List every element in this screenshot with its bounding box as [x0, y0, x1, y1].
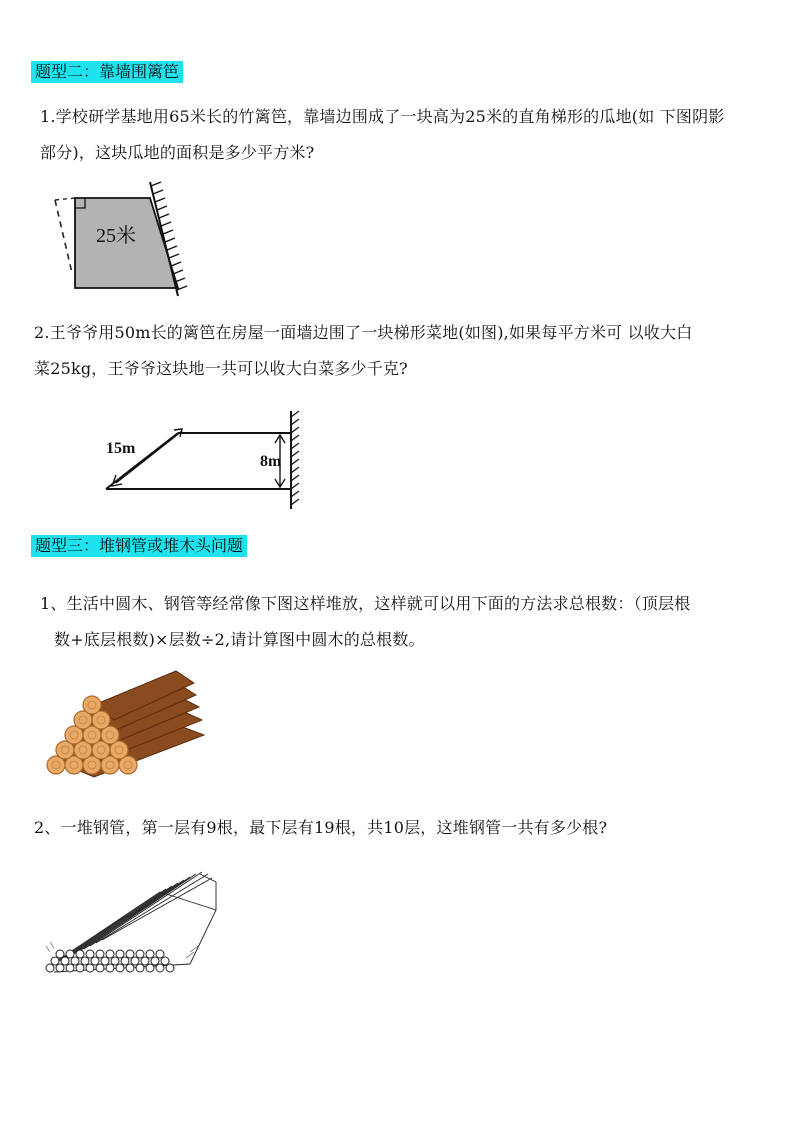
- problem-3-line-1: 1、生活中圆木、钢管等经常像下图这样堆放，这样就可以用下面的方法求总根数：（顶层根: [40, 594, 691, 613]
- steel-pipe-pile-illustration: [40, 862, 225, 982]
- log-pile-illustration: [44, 665, 214, 790]
- problem-4-line-1: 2、一堆钢管，第一层有9根，最下层有19根，共10层，这堆钢管一共有多少根?: [34, 818, 608, 837]
- trapezoid-figure-1: [50, 178, 190, 298]
- problem-2-line-1: 2.王爷爷用50m长的篱笆在房屋一面墙边围了一块梯形菜地(如图),如果每平方米可 以收大白: [34, 323, 693, 342]
- problem-3-line-2: 数+底层根数)×层数÷2,请计算图中圆木的总根数。: [54, 630, 425, 649]
- problem-2-line-2: 菜25kg，王爷爷这块地一共可以收大白菜多少千克?: [34, 359, 408, 378]
- figure-2-slant-label: 15m: [106, 440, 136, 457]
- problem-1-line-2: 部分)，这块瓜地的面积是多少平方米?: [40, 143, 315, 162]
- section-title-fence: 题型二：靠墙围篱笆: [31, 61, 183, 83]
- figure-2-height-label: 8m: [260, 453, 282, 470]
- section-title-pile: 题型三：堆钢管或堆木头问题: [31, 535, 247, 557]
- problem-1-line-1: 1.学校研学基地用65米长的竹篱笆，靠墙边围成了一块高为25米的直角梯形的瓜地(如 下图阴影: [40, 107, 725, 126]
- figure-1-height-label: 25米: [96, 225, 136, 247]
- trapezoid-figure-2: [100, 405, 310, 515]
